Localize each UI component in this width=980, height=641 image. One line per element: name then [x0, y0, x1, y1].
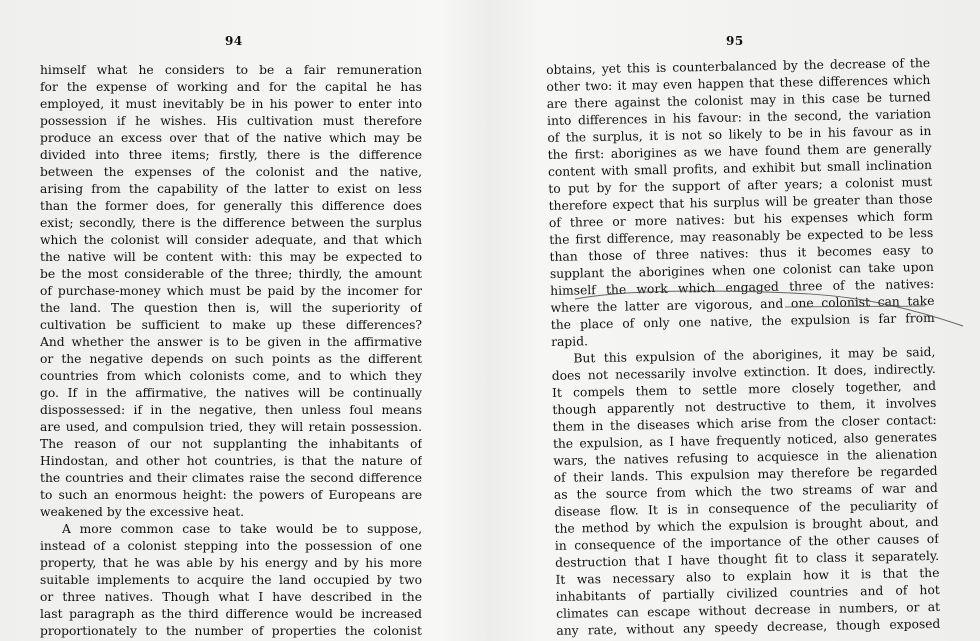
right-page-text-line: does not necessarily involve extinction. It does, indirectly. [551, 361, 936, 383]
right-page-text-line: therefore expect that his surplus will be greater than those [548, 191, 933, 213]
right-page-text-line: But this expulsion of the aborigines, it may be said, [573, 344, 936, 366]
left-page-text-line: exist; secondly, there is the difference between the surplus [40, 216, 422, 230]
left-page-text-line: produce an excess over that of the native which may be [40, 131, 422, 145]
left-page-number: 94 [225, 34, 243, 48]
left-page-text-line: himself what he considers to be a fair remuneration [40, 63, 422, 77]
left-page-text-line: for the expense of working and for the capital he has [40, 80, 422, 94]
left-page-text-line: countries from which colonists come, and to which they [40, 369, 422, 383]
left-page-text-line: the native will be content with: this may be expected to [40, 250, 422, 264]
right-page-text-line: though apparently not destructive to them, it involves [552, 395, 937, 417]
right-page-text-line: rapid. [551, 334, 589, 349]
left-page-text-line: The reason of our not supplanting the inhabitants of [40, 437, 422, 451]
left-page-text-line: go. If in the affirmative, the natives will be continually [40, 386, 422, 400]
left-page-text-line: cultivation be sufficient to make up these differences? [40, 318, 422, 332]
right-page-text-line: the first: aborigines as we have found them are generally [547, 140, 932, 162]
right-page-text-line: climates can escape without decrease in numbers, or at [555, 599, 941, 621]
right-page-text-line: as the source from which the two streams of war and [553, 480, 938, 502]
right-page-text-line: than those of three natives: thus it becomes easy to [549, 242, 934, 264]
right-page-text-line: where the latter are vigorous, and one colonist can take [550, 293, 935, 315]
right-page [490, 0, 980, 641]
right-page-text-line: of their lands. This expulsion may therefore be regarded [553, 463, 938, 485]
left-page-text-line: arising from the capability of the latter to exist on less [40, 182, 422, 196]
right-page-text-line: into differences in his favour: in the second, the variation [546, 106, 932, 128]
left-page-text-line: proportionately to the number of properties the colonist [40, 624, 422, 638]
left-page-text-line: And whether the answer is to be given in the affirmative [40, 335, 422, 349]
left-page-text-line: of purchase-money which must be paid by the incomer for [40, 284, 422, 298]
left-page-text-line: A more common case to take would be to suppose, [62, 522, 422, 536]
right-page-text-line: of three or more natives: but his expenses which form [548, 208, 934, 230]
right-page-text-line: It compels them to settle more closely together, and [551, 378, 937, 400]
left-page-text-line: property, that he was able by his energy and by his more [40, 556, 422, 570]
left-page-text-line: employed, it must inevitably be in his power to enter into [40, 97, 422, 111]
left-page-text-line: Hindostan, and other hot countries, is that the nature of [40, 454, 422, 468]
right-page-text-line: content with small profits, and exhibit but small inclination [547, 157, 933, 179]
right-page-text-line: are there against the colonist may in this case be turned [546, 89, 931, 111]
left-page-text-line: instead of a colonist stepping into the possession of one [40, 539, 422, 553]
right-page-text [546, 55, 941, 640]
left-page-text-line: be the most considerable of the three; thirdly, the amount [40, 267, 422, 281]
right-page-text-line: the first difference, may reasonably be expected to be less [549, 225, 934, 247]
right-page-text-line: supplant the aborigines when one colonist can take upon [549, 259, 934, 281]
right-page-number: 95 [726, 34, 744, 48]
left-page-text-line: suitable implements to acquire the land occupied by two [40, 573, 422, 587]
right-page-text-line: of the surplus, it is not so likely to be in his favour as in [547, 123, 932, 145]
left-page-text-line: last paragraph as the third difference would be increased [40, 607, 422, 621]
right-page-text-line: himself the work which engaged three of the natives: [550, 276, 935, 298]
left-page-text-line: than the former does, for generally this difference does [40, 199, 422, 213]
left-page-text-line: the countries and their climates raise the second difference [40, 471, 422, 485]
right-page-text-line: obtains, yet this is counterbalanced by the decrease of the [546, 55, 931, 77]
left-page-text-line: the land. The question then is, will the superiority of [40, 301, 422, 315]
left-page-text-line: are used, and compulsion tried, they will retain possession. [40, 420, 422, 434]
right-page-text-line: to put by for the support of after years; a colonist must [548, 174, 933, 196]
right-page-text-line: disease flow. It is in consequence of the peculiarity of [554, 497, 939, 519]
left-page-text-line: weakened by the excessive heat. [40, 505, 245, 519]
right-page-text-line: the expulsion, as I have frequently noticed, also generates [552, 429, 938, 451]
left-page-text-line: dispossessed: if in the negative, then unless foul means [40, 403, 422, 417]
left-page-text-line: to such an enormous height: the powers of Europeans are [40, 488, 422, 502]
right-page-text-line: the place of only one native, the expulsion is far from [550, 310, 935, 332]
left-page-text-line: divided into three items; firstly, there is the difference [40, 148, 422, 162]
right-page-text-line: wars, the natives refusing to acquiesce in the alienation [553, 446, 938, 468]
right-page-text-line: any rate, without any speedy decrease, though exposed [556, 616, 941, 638]
left-page-text [40, 62, 422, 640]
right-page-text-line: inhabitants of partially civilized countries and of hot [555, 582, 940, 604]
right-page-text-line: It was necessary also to explain how it is that the [555, 565, 940, 587]
left-page-text-line: which the colonist will consider adequate, and that which [40, 233, 422, 247]
left-page-text-line: between the expenses of the colonist and the native, [40, 165, 422, 179]
left-page-text-line: possession if he wishes. His cultivation must therefore [40, 114, 422, 128]
left-page-text-line: or the negative depends on such points as the different [40, 352, 422, 366]
right-page-text-line: the method by which the expulsion is brought about, and [554, 514, 939, 536]
right-page-text-line: them in the diseases which arise from the closer contact: [552, 412, 937, 434]
right-page-text-line: destruction that I have thought fit to class it separately. [555, 548, 940, 570]
right-page-text-line: in consequence of the importance of the other causes of [554, 531, 939, 553]
right-page-text-line: other two: it may even happen that these differences which [546, 72, 931, 94]
left-page-text-line: or three natives. Though what I have described in the [40, 590, 422, 604]
